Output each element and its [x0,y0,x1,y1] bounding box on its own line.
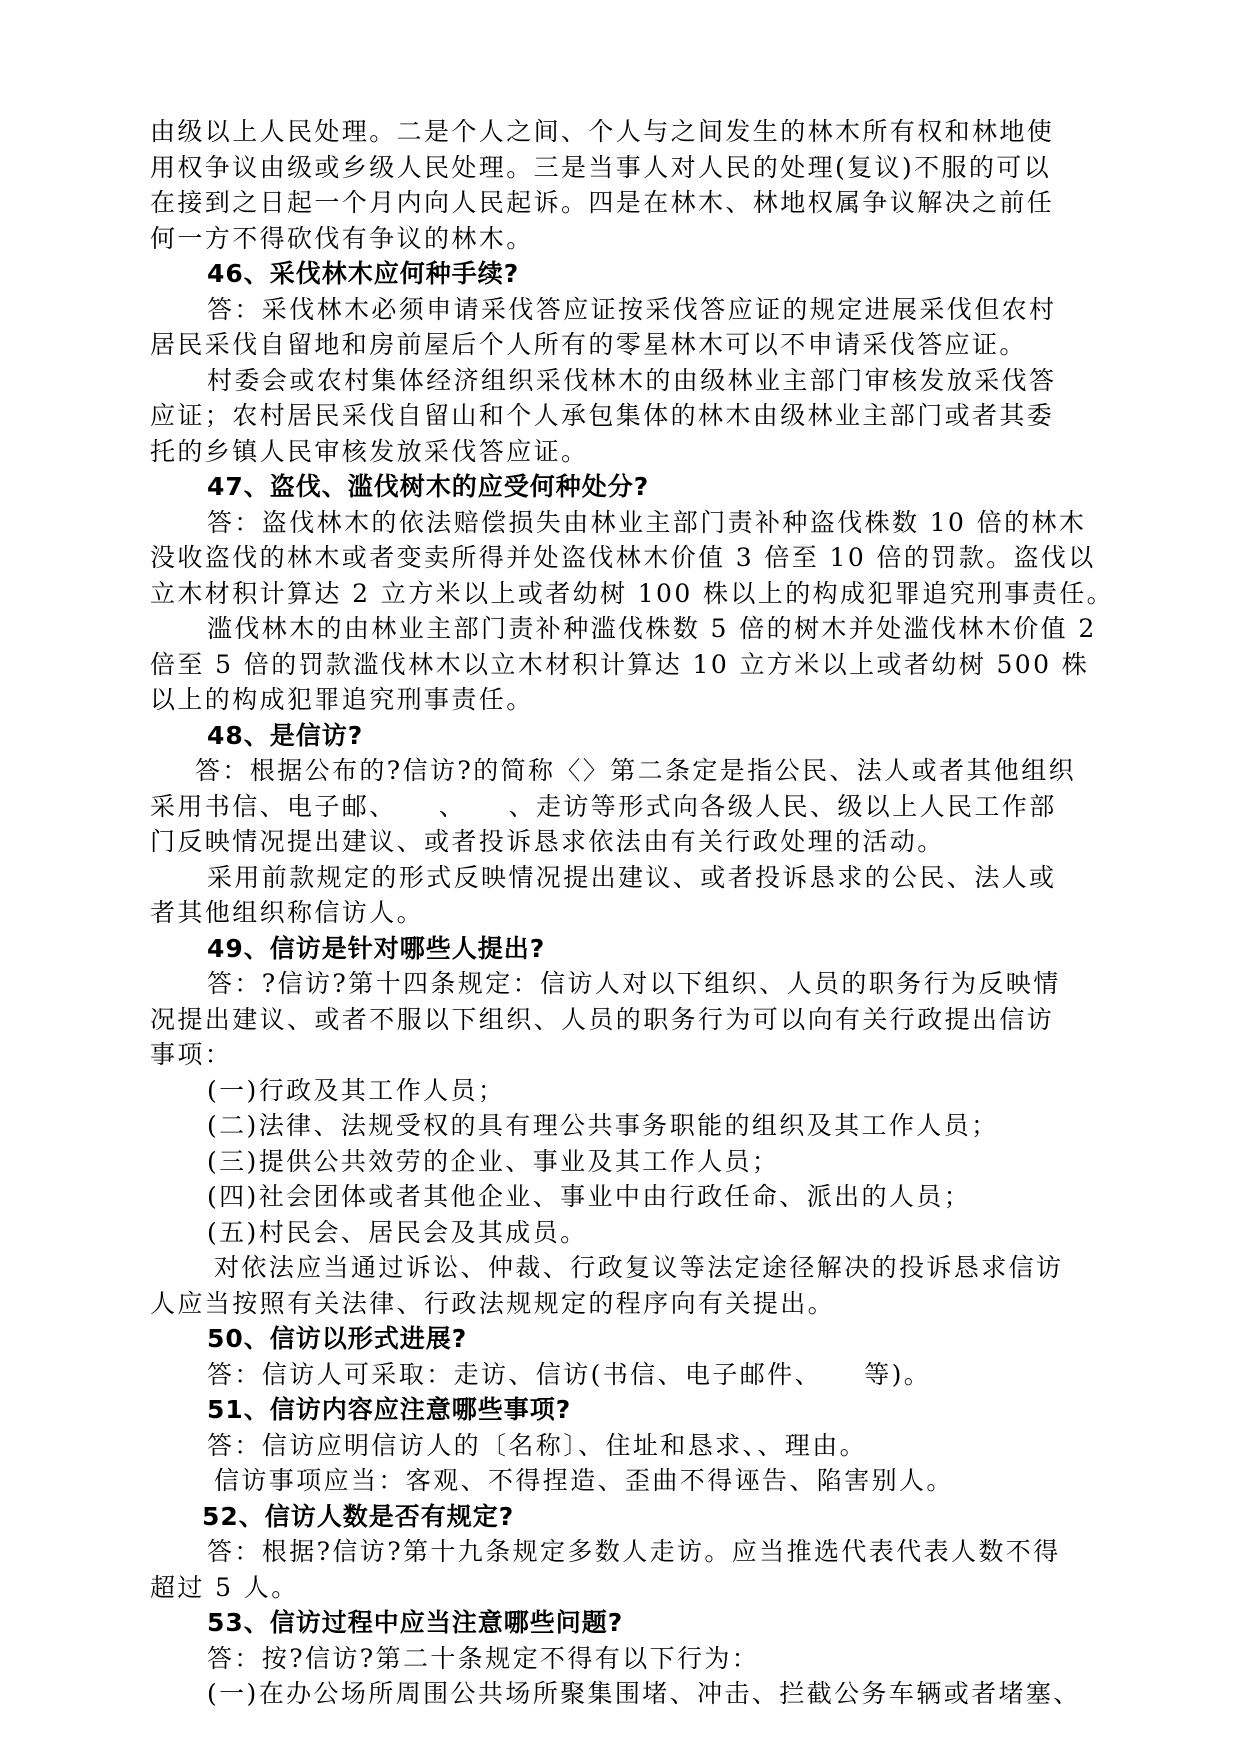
paragraph-line: 滥伐林木的由林业主部门责补种滥伐株数 5 倍的树木并处滥伐林木价值 2 [207,614,1097,643]
paragraph-line: 信访事项应当：客观、不得捏造、歪曲不得诬告、陷害别人。 [214,1466,954,1495]
answer-line: 答：?信访?第十四条规定：信访人对以下组织、人员的职务行为反映情 [207,969,1061,998]
list-item: (一)在办公场所周围公共场所聚集围堵、冲击、拦截公务车辆或者堵塞、 [207,1679,1081,1708]
text-line: 在接到之日起一个月内向人民起诉。四是在林木、林地权属争议解决之前任 [150,188,1055,217]
text-line: 没收盗伐的林木或者变卖所得并处盗伐林木价值 3 倍至 10 倍的罚款。盗伐以 [150,543,1096,572]
text-line: 以上的构成犯罪追究刑事责任。 [150,685,534,714]
text-line: 居民采伐自留地和房前屋后个人所有的零星林木可以不申请采伐答应证。 [150,330,1027,359]
answer-line: 答：盗伐林木的依法赔偿损失由林业主部门责补种盗伐株数 10 倍的林木 [207,507,1087,537]
answer-line: 答：根据?信访?第十九条规定多数人走访。应当推选代表代表人数不得 [207,1537,1061,1566]
question-heading-47: 47、盗伐、滥伐树木的应受何种处分? [207,472,650,501]
answer-line: 答：信访应明信访人的〔名称〕、住址和恳求、、理由。 [207,1430,868,1460]
text-line: 立木材积计算达 2 立方米以上或者幼树 100 株以上的构成犯罪追究刑事责任。 [150,578,1115,608]
list-item: (五)村民会、居民会及其成员。 [207,1217,588,1247]
question-heading-50: 50、信访以形式进展? [207,1324,468,1353]
answer-line: 答：按?信访?第二十条规定不得有以下行为： [207,1643,760,1673]
question-heading-52: 52、信访人数是否有规定? [202,1501,515,1531]
text-line: 托的乡镇人民审核发放采伐答应证。 [150,436,589,466]
text-line: 用权争议由级或乡级人民处理。三是当事人对人民的处理(复议)不服的可以 [150,152,1052,182]
question-heading-53: 53、信访过程中应当注意哪些问题? [207,1608,624,1637]
text-line: 者其他组织称信访人。 [150,898,425,927]
text-line: 采用书信、电子邮、 、 、走访等形式向各级人民、级以上人民工作部 [150,791,1057,821]
list-item: (四)社会团体或者其他企业、事业中由行政任命、派出的人员； [207,1182,972,1211]
text-line: 何一方不得砍伐有争议的林木。 [150,223,534,253]
text-line: 超过 5 人。 [150,1572,299,1602]
answer-line: 答：采伐林木必须申请采伐答应证按采伐答应证的规定进展采伐但农村 [207,294,1057,324]
list-item: (二)法律、法规受权的具有理公共事务职能的组织及其工作人员； [207,1111,999,1140]
paragraph-line: 对依法应当通过诉讼、仲裁、行政复议等法定途径解决的投诉恳求信访 [214,1253,1064,1282]
question-heading-46: 46、采伐林木应何种手续? [207,259,520,288]
question-heading-51: 51、信访内容应注意哪些事项? [207,1395,572,1424]
paragraph-line: 村委会或农村集体经济组织采伐林木的由级林业主部门审核发放采伐答 [207,365,1057,395]
list-item: (一)行政及其工作人员； [207,1075,506,1105]
text-line: 门反映情况提出建议、或者投诉恳求依法由有关行政处理的活动。 [150,827,945,856]
paragraph-line: 采用前款规定的形式反映情况提出建议、或者投诉恳求的公民、法人或 [207,862,1057,892]
text-line: 事项： [150,1040,233,1069]
text-line: 应证；农村居民采伐自留山和个人承包集体的林木由级林业主部门或者其委 [150,401,1055,430]
document-body [150,114,1130,1712]
question-heading-48: 48、是信访? [207,720,364,750]
list-item: (三)提供公共效劳的企业、事业及其工作人员； [207,1146,780,1176]
answer-line: 答：根据公布的?信访?的简称〈〉第二条定是指公民、法人或者其他组织 [195,756,1077,785]
text-line: 人应当按照有关法律、行政法规规定的程序向有关提出。 [150,1288,836,1318]
text-line: 况提出建议、或者不服以下组织、人员的职务行为可以向有关行政提出信访 [150,1004,1055,1034]
text-line: 由级以上人民处理。二是个人之间、个人与之间发生的林木所有权和林地使 [150,117,1055,146]
question-heading-49: 49、信访是针对哪些人提出? [207,933,546,963]
answer-line: 答：信访人可采取：走访、信访(书信、电子邮件、 等)。 [207,1359,932,1389]
text-line: 倍至 5 倍的罚款滥伐林木以立木材积计算达 10 立方米以上或者幼树 500 株 [150,649,1090,679]
